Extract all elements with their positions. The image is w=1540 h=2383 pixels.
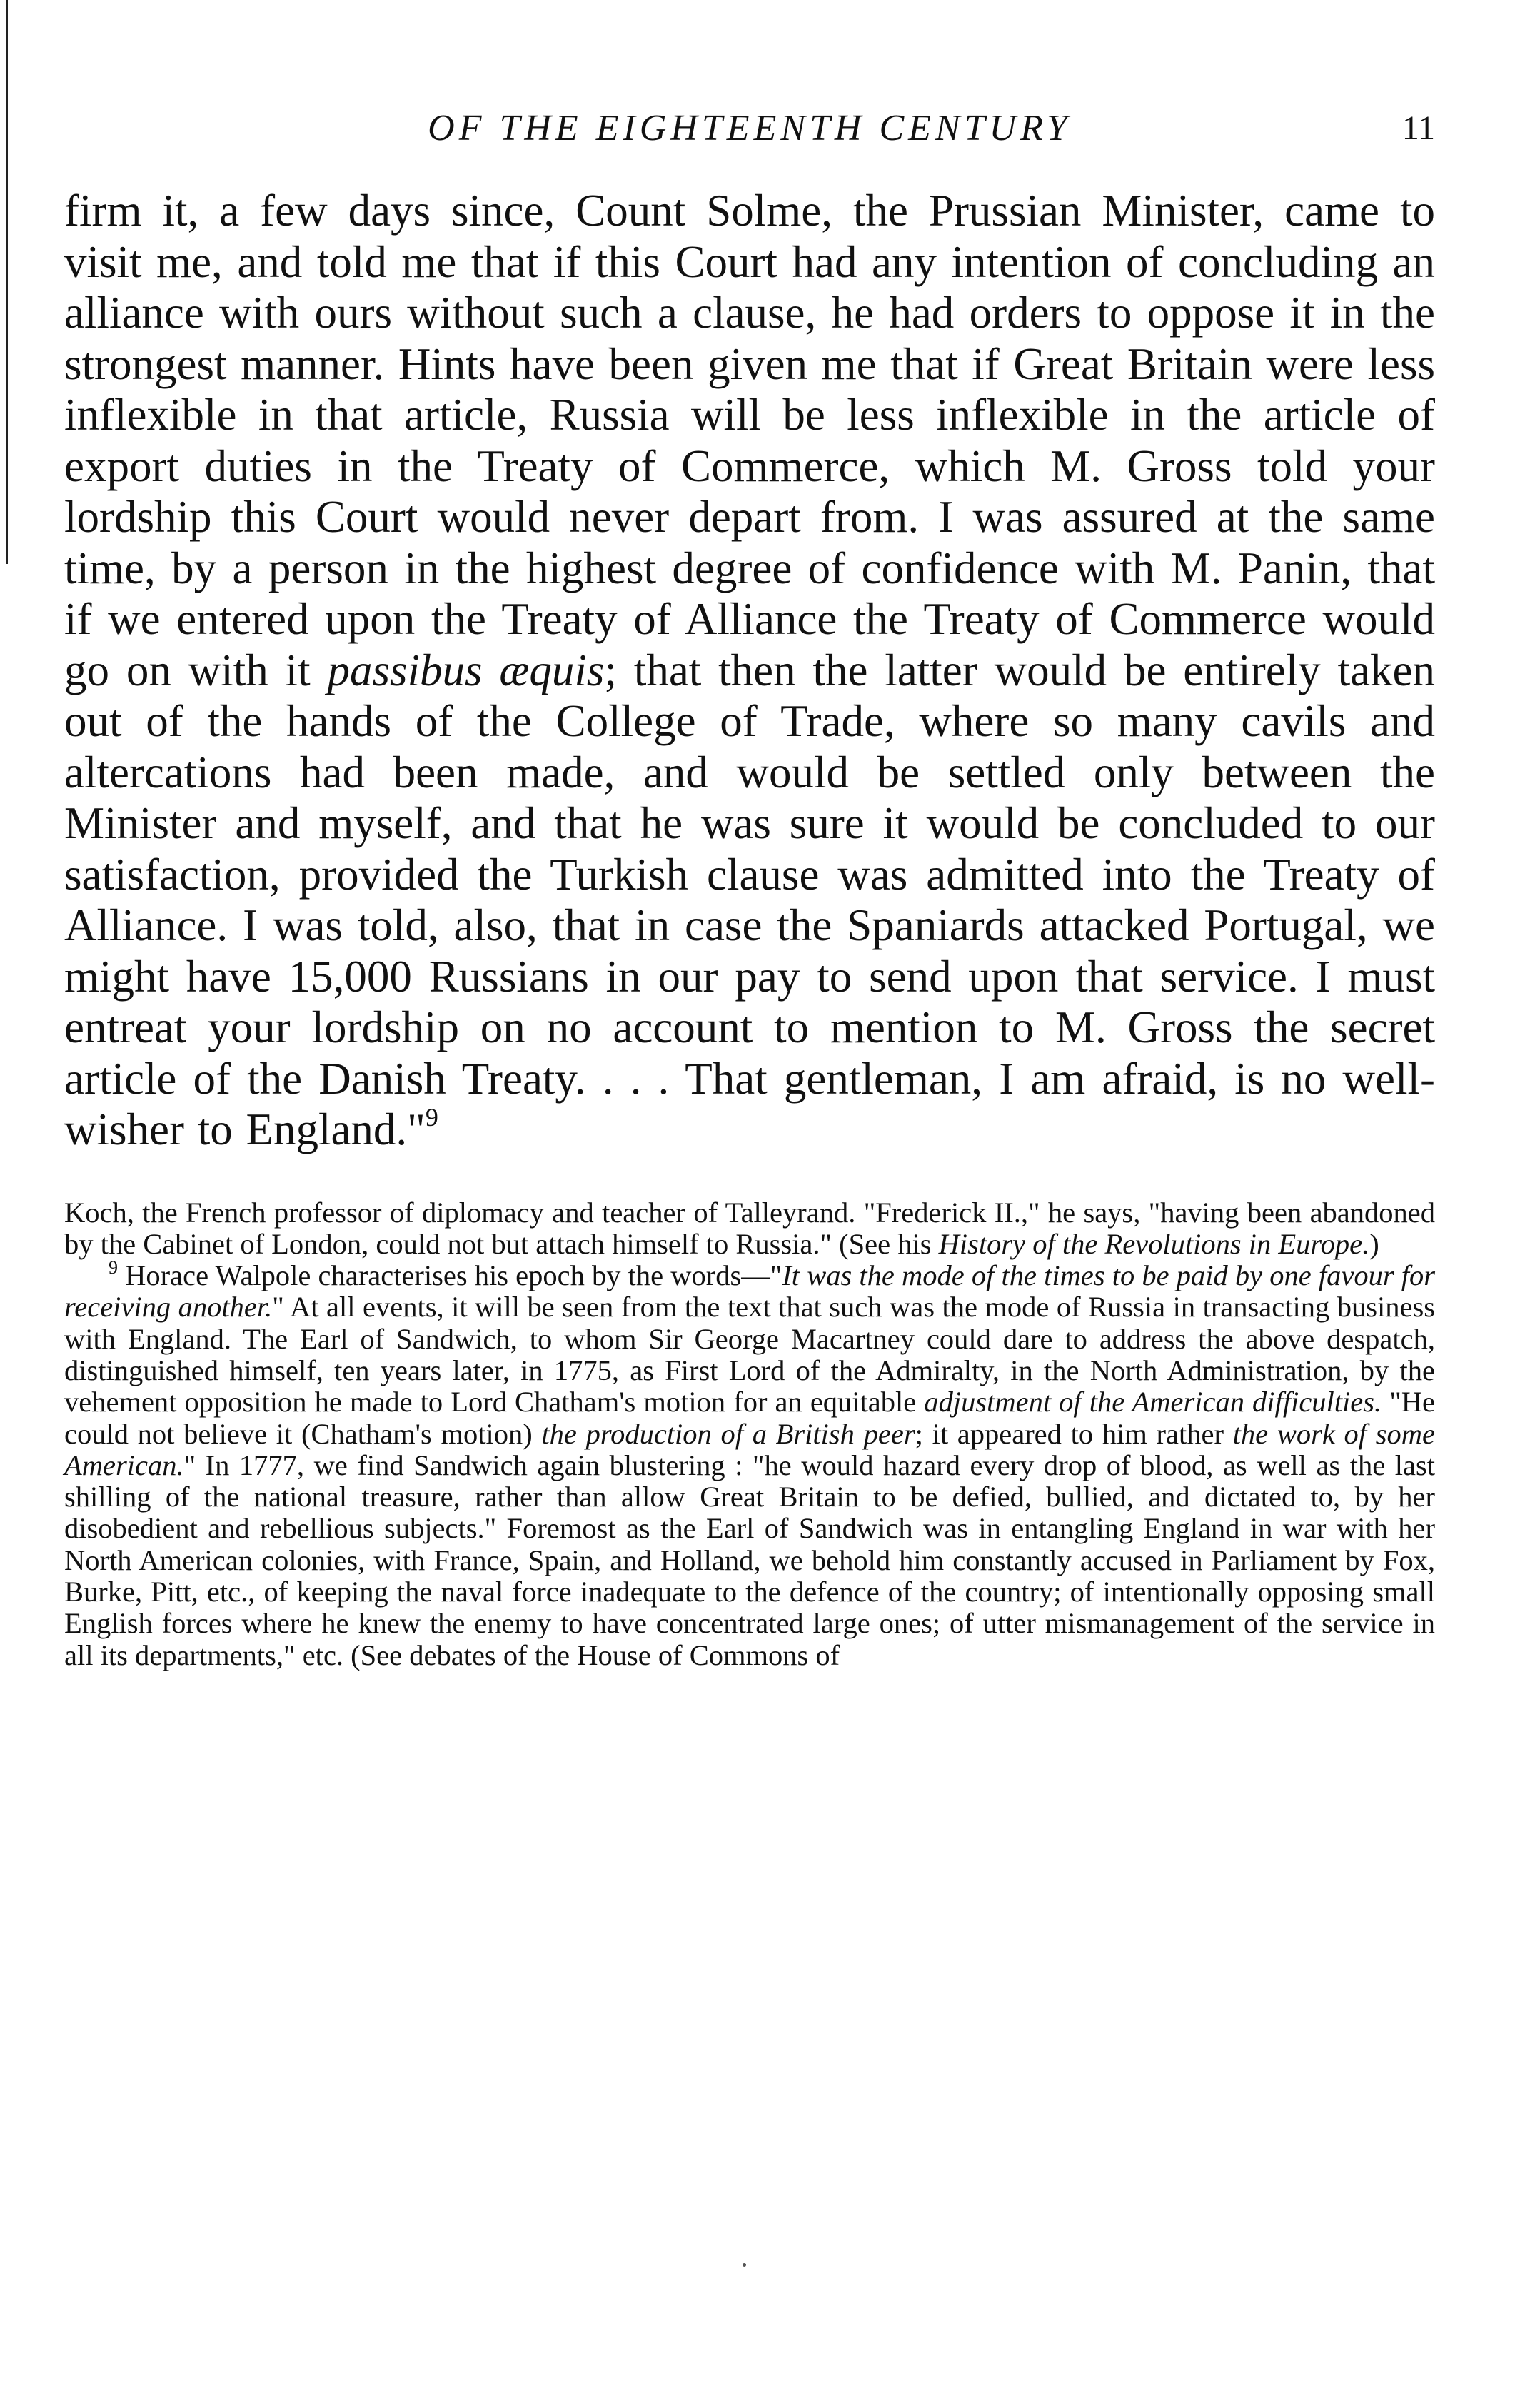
- footnote-continuation-title: History of the Revolutions in Europe.: [938, 1227, 1370, 1260]
- footnote-9: [64, 1257, 1435, 1671]
- running-title: OF THE EIGHTEENTH CENTURY: [428, 108, 1072, 148]
- footnote-reference-9: 9: [425, 1103, 438, 1132]
- page-number: 11: [1401, 109, 1435, 147]
- footnote-9-text-1: Horace Walpole characterises his epoch by the words—": [118, 1259, 782, 1292]
- footnote-continuation-text: Koch, the French professor of diplomacy and teacher of Talleyrand. "Frederick II.," he says, "having been abandoned by the Cabinet of London, could not but attach himself to Russia." (See his: [64, 1196, 1435, 1260]
- footnote-continuation-end: ): [1369, 1227, 1379, 1260]
- footnote-9-quote-1: It was the mode of the times to be paid by one favour for receiving another.: [64, 1259, 1435, 1324]
- footnote-9-quote-3: the production of a British peer: [541, 1417, 915, 1450]
- footnote-9-quote-4: the work of some American.: [64, 1417, 1435, 1481]
- footnote-9-text-3: "He could not believe it (Chatham's motion): [64, 1386, 1435, 1450]
- main-text-part-2: ; that then the latter would be entirely taken out of the hands of the College of Trade, where so many cavils and altercations had been made, and would be settled only between the Minister and myself, and that he was sure it would be concluded to our satisfaction, provided the Turkish clause was admitted into the Treaty of Alliance. I was told, also, that in case the Spaniards attacked Portugal, we might have 15,000 Russians in our pay to send upon that service. I must entreat your lordship on no account to mention to M. Gross the secret article of the Danish Treaty. . . . That gentleman, I am afraid, is no well-wisher to England.": [64, 645, 1436, 1154]
- running-head: [64, 93, 1435, 157]
- footnote-9-text-4: ; it appeared to him rather: [915, 1417, 1233, 1450]
- page-edge-line: [6, 0, 8, 564]
- footnote-9-quote-2: adjustment of the American difficulties.: [924, 1386, 1382, 1419]
- main-text-paragraph: [64, 186, 1435, 1156]
- footnote-continuation: [64, 1197, 1435, 1261]
- footnote-9-number: 9: [109, 1257, 118, 1279]
- main-text-latin-phrase: passibus æquis: [327, 645, 605, 695]
- page-speck: [743, 2263, 746, 2267]
- book-page: [64, 93, 1435, 1671]
- footnotes: [64, 1197, 1435, 1671]
- main-text-part-1: firm it, a few days since, Count Solme, the Prussian Minister, came to visit me, and told me that if this Court had any intention of concluding an alliance with ours without such a clause, he had orders to oppose it in the strongest manner. Hints have been given me that if Great Britain were less inflexible in that article, Russia will be less inflexible in the article of export duties in the Treaty of Commerce, which M. Gross told your lordship this Court would never depart from. I was assured at the same time, by a person in the highest degree of confidence with M. Panin, that if we entered upon the Treaty of Alliance the Treaty of Commerce would go on with it: [64, 186, 1435, 695]
- footnote-9-text-2: " At all events, it will be seen from the text that such was the mode of Russia in transacting business with England. The Earl of Sandwich, to whom Sir George Macartney could dare to address the above despatch, distinguished himself, ten years later, in 1775, as First Lord of the Admiralty, in the North Administration, by the vehement opposition he made to Lord Chatham's motion for an equitable: [64, 1291, 1435, 1419]
- footnote-9-text-5: " In 1777, we find Sandwich again blustering : "he would hazard every drop of blood, as well as the last shilling of the national treasure, rather than allow Great Britain to be defied, bullied, and dictated to, by her disobedient and rebellious subjects." Foremost as the Earl of Sandwich was in entangling England in war with her North American colonies, with France, Spain, and Holland, we behold him constantly accused in Parliament by Fox, Burke, Pitt, etc., of keeping the naval force inadequate to the defence of the country; of intentionally opposing small English forces where he knew the enemy to have concentrated large ones; of utter mismanagement of the service in all its departments," etc. (See debates of the House of Commons of: [64, 1449, 1435, 1671]
